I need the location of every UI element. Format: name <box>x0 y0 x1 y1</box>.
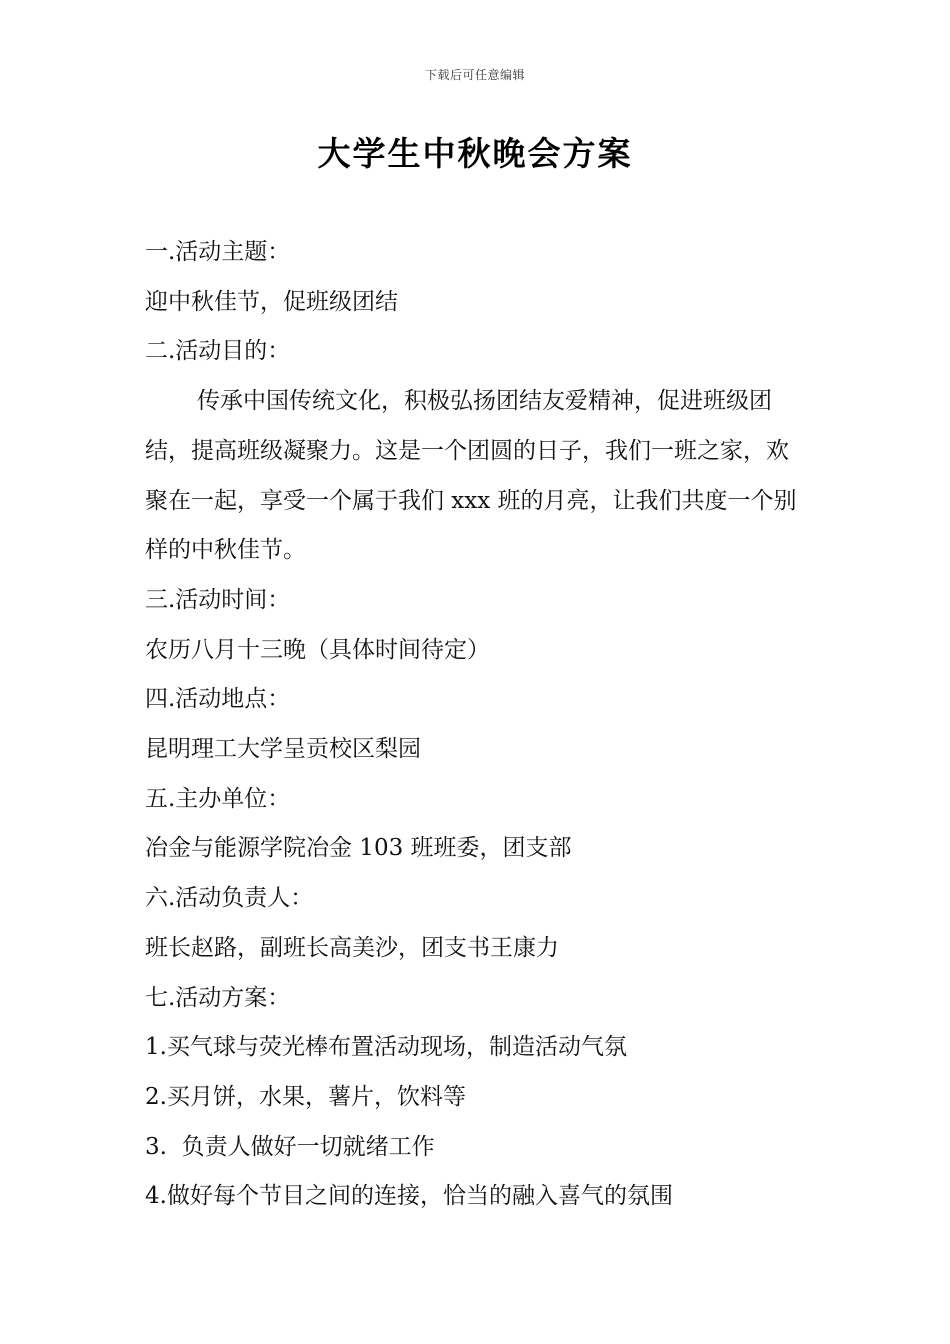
document-body <box>145 228 810 1222</box>
document-title: 大学生中秋晚会方案 <box>317 134 633 173</box>
section-text-theme: 迎中秋佳节，促班级团结 <box>145 288 398 315</box>
section-text-leader: 班长赵路，副班长高美沙，团支书王康力 <box>145 934 559 961</box>
section-text-purpose: 传承中国传统文化，积极弘扬团结友爱精神，促进班级团结，提高班级凝聚力。这是一个团圆的日子，我们一班之家，欢聚在一起，享受一个属于我们 xxx 班的月亮，让我们共度一个别样的中秋佳节。 <box>145 388 797 564</box>
section-heading-leader: 六.活动负责人： <box>145 885 314 912</box>
plan-item-1: 1.买气球与荧光棒布置活动现场，制造活动气氛 <box>145 1034 627 1061</box>
header-note: 下载后可任意编辑 <box>424 68 525 82</box>
plan-item-3: 3. 负责人做好一切就绪工作 <box>145 1133 435 1160</box>
section-heading-theme: 一.活动主题： <box>145 239 291 265</box>
section-heading-organizer: 五.主办单位： <box>145 785 291 812</box>
section-heading-purpose: 二.活动目的： <box>145 338 291 365</box>
section-heading-time: 三.活动时间： <box>145 586 291 613</box>
section-text-time: 农历八月十三晚（具体时间待定） <box>145 636 490 663</box>
plan-item-2: 2.买月饼，水果，薯片，饮料等 <box>145 1083 466 1110</box>
section-text-place: 昆明理工大学呈贡校区梨园 <box>145 736 421 763</box>
section-text-organizer: 冶金与能源学院冶金 103 班班委，团支部 <box>145 835 572 862</box>
section-heading-place: 四.活动地点： <box>145 686 291 713</box>
section-heading-plan: 七.活动方案： <box>145 984 291 1011</box>
plan-item-4: 4.做好每个节目之间的连接，恰当的融入喜气的氛围 <box>145 1183 673 1210</box>
